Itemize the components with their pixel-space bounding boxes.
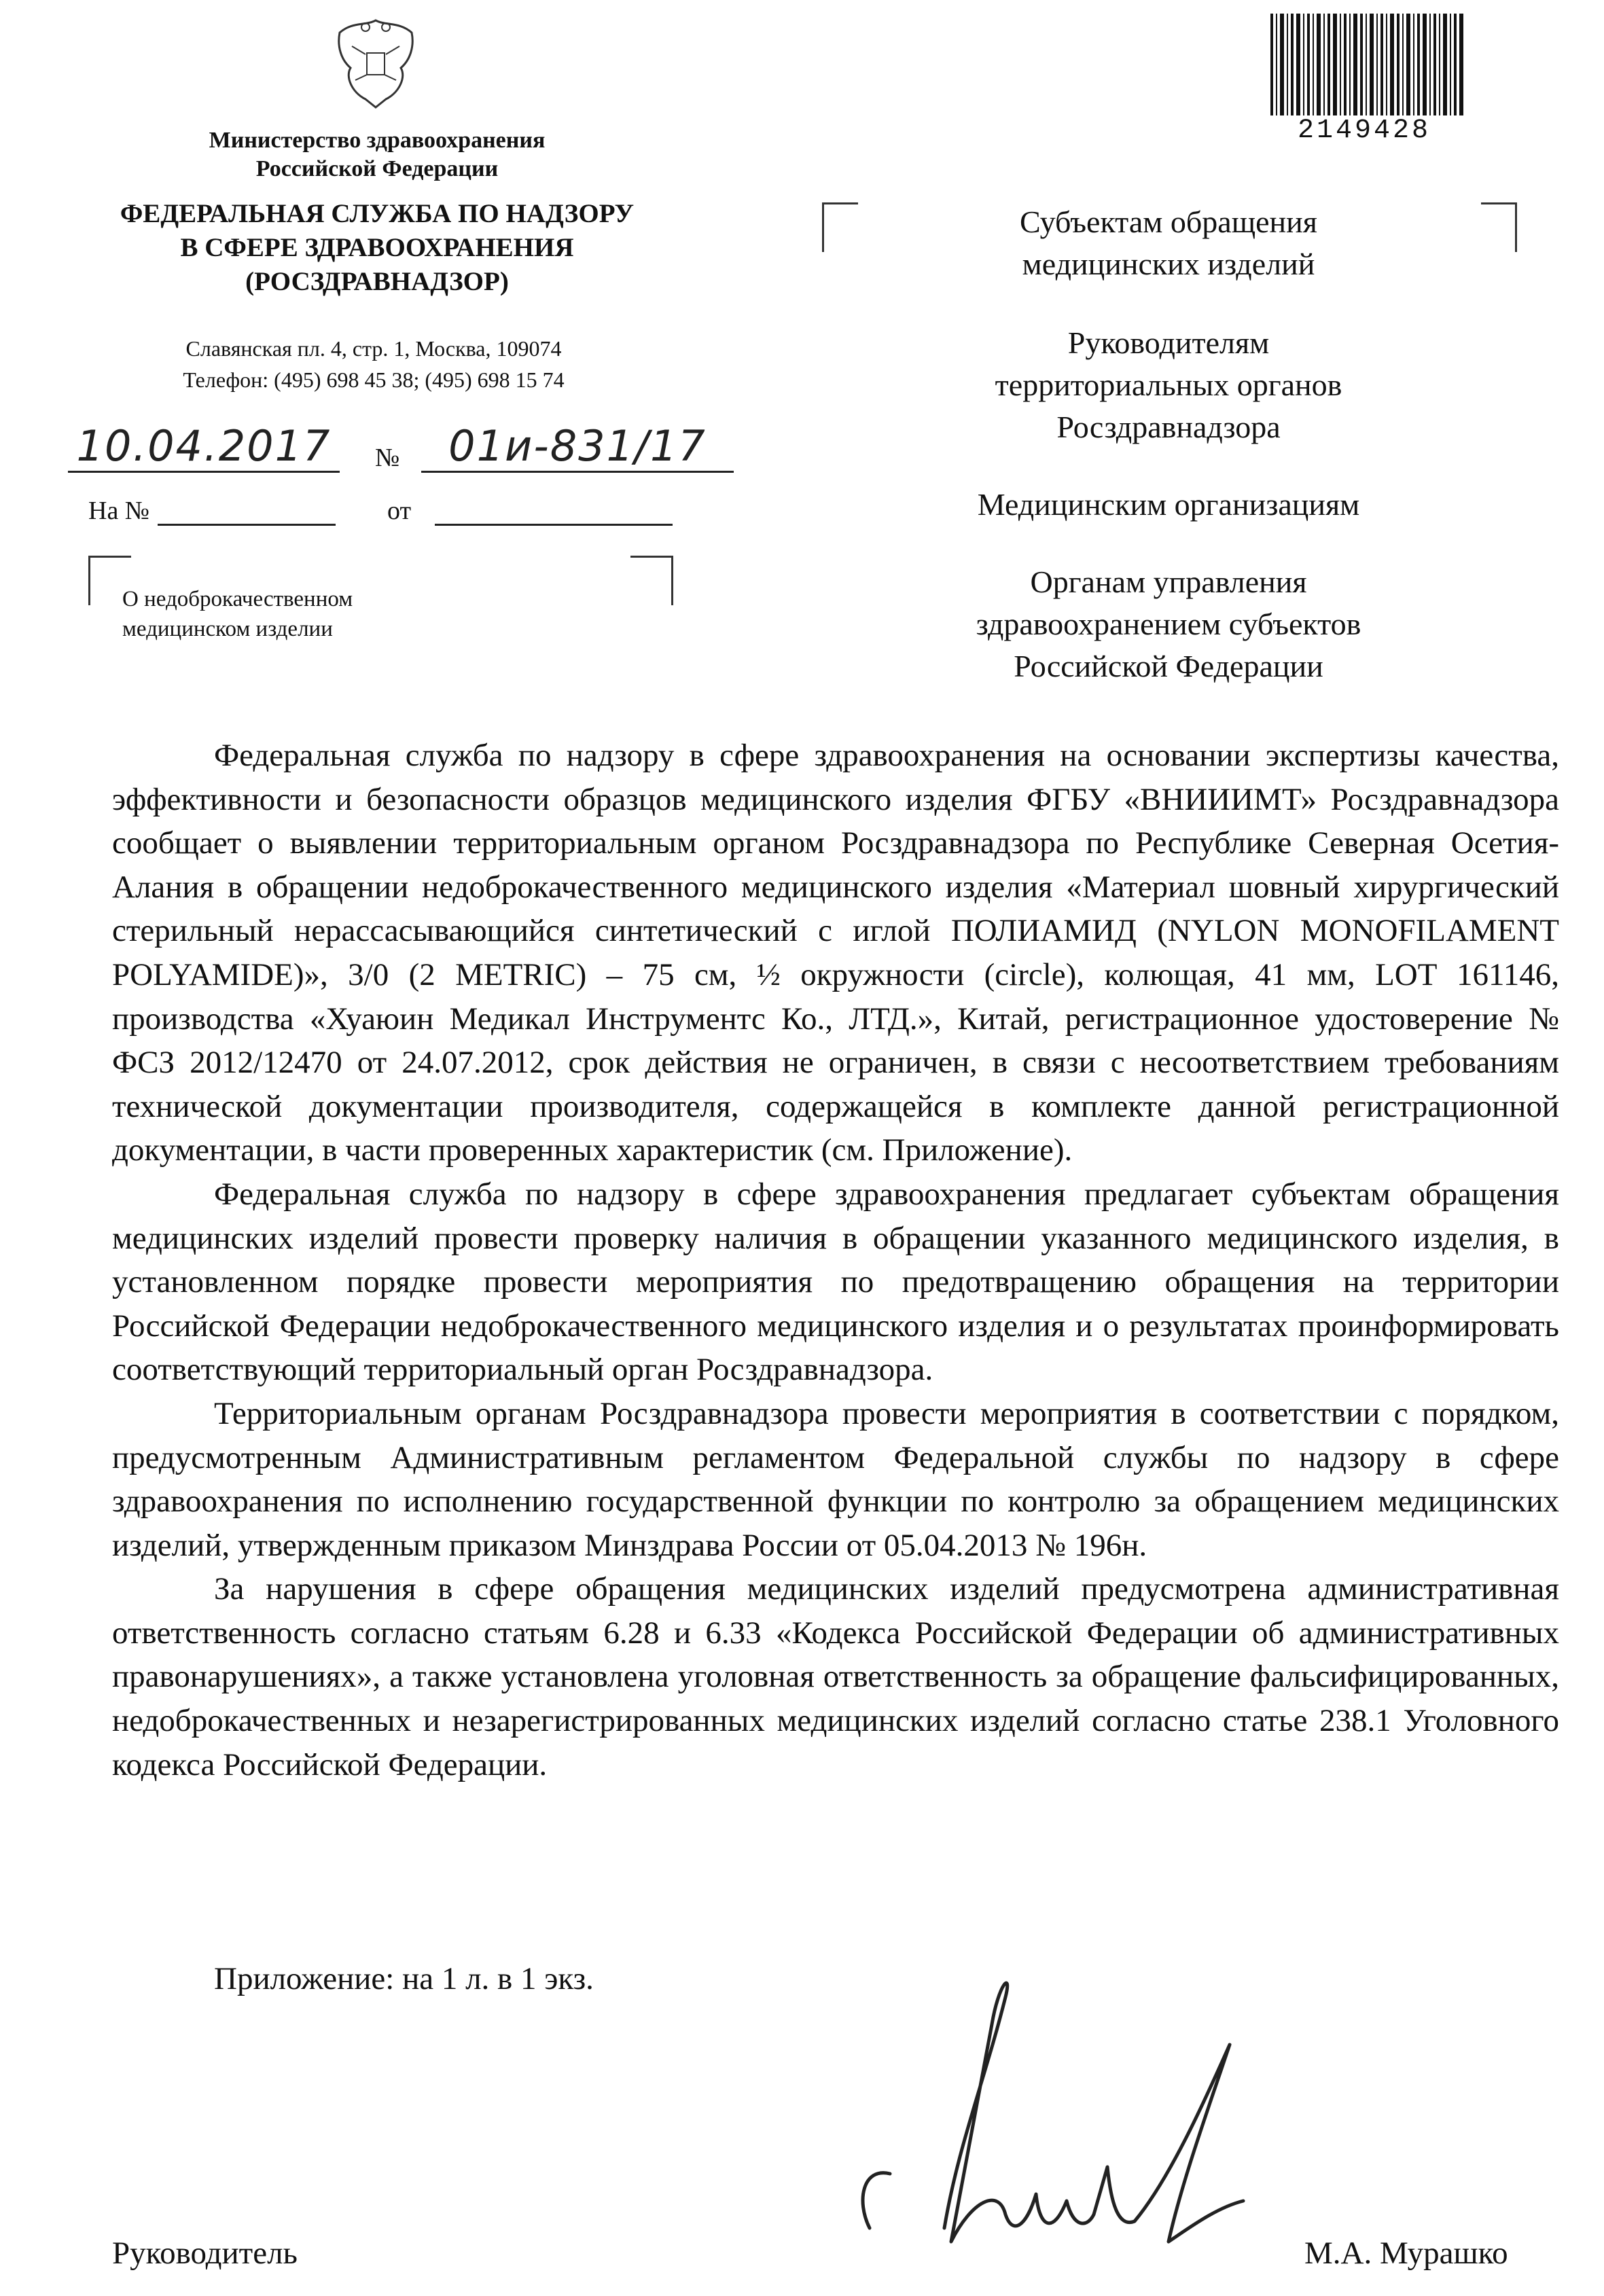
addressee-bracket-right — [1481, 202, 1517, 252]
reply-number-label: На № — [88, 497, 150, 525]
reply-from-line — [435, 523, 673, 526]
letter-body — [112, 734, 1559, 1787]
body-paragraph-4: За нарушения в сфере обращения медицинских изделий предусмотрена административная ответственность согласно статьям 6.28 и 6.33 «Кодекса Российской Федерации об административных правонарушениях», а также установлена уголовная ответственность за обращение фальсифицированных, недоброкачественных и незарегистрированных медицинских изделий согласно статье 238.1 Уголовного кодекса Российской Федерации. — [112, 1571, 1559, 1782]
reply-number-line — [158, 523, 336, 526]
service-name: ФЕДЕРАЛЬНАЯ СЛУЖБА ПО НАДЗОРУ В СФЕРЕ ЗДРАВООХРАНЕНИЯ (РОСЗДРАВНАДЗОР) — [120, 199, 635, 296]
subject-bracket-right — [630, 556, 673, 605]
address-block: Славянская пл. 4, стр. 1, Москва, 109074 Телефон: (495) 698 45 38; (495) 698 15 74 — [183, 336, 565, 392]
reply-from-label: от — [387, 497, 412, 525]
barcode-icon — [1270, 14, 1467, 122]
subject: О недоброкачественном медицинском изделии — [122, 587, 353, 641]
registration-number-label: № — [375, 444, 400, 472]
handwritten-signature-icon — [849, 1943, 1257, 2262]
appendix-note: Приложение: на 1 л. в 1 экз. — [214, 1961, 594, 1996]
addressee-bracket-left — [822, 202, 858, 252]
addressee-health-authorities: Органам управления здравоохранением субъектов Российской Федерации — [976, 564, 1361, 683]
body-paragraph-3: Территориальным органам Росздравнадзора провести мероприятия в соответствии с порядком, предусмотренным Административным регламентом Федеральной службы по надзору в сфере здравоохранения по исполнению государственной функции по контролю за обращением медицинских изделий, утвержденным приказом Минздрава России от 05.04.2013 № 196н. — [112, 1395, 1559, 1563]
addressee-distributors: Субъектам обращения медицинских изделий — [1020, 204, 1317, 281]
registration-date: 10.04.2017 — [68, 421, 340, 473]
body-paragraph-2: Федеральная служба по надзору в сфере здравоохранения предлагает субъектам обращения медицинских изделий провести проверку наличия в обращении указанного медицинского изделия, в установленном порядке провести мероприятия по предотвращению обращения на территории Российской Федерации недоброкачественного медицинского изделия и о результатах проинформировать соответствующий территориальный орган Росздравнадзора. — [112, 1176, 1559, 1388]
barcode-number: 2149428 — [1298, 115, 1431, 146]
signatory-title: Руководитель — [112, 2236, 298, 2271]
addressee-territorial-bodies: Руководителям территориальных органов Росздравнадзора — [995, 325, 1342, 444]
body-paragraph-1: Федеральная служба по надзору в сфере здравоохранения на основании экспертизы качества, эффективности и безопасности образцов медицинского изделия ФГБУ «ВНИИИМТ» Росздравнадзора сообщает о выявлении территориальным органом Росздравнадзора по Республике Северная Осетия-Алания в обращении недоброкачественного медицинского изделия «Материал шовный хирургический стерильный нерассасывающийся синтетический с иглой ПОЛИАМИД (NYLON MONOFILAMENT POLYAMIDE)», 3/0 (2 METRIC) – 75 см, ½ окружности (circle), колющая, 41 мм, LOT 161146, производства «Хуаюин Медикал Инструментс Ко., ЛТД.», Китай, регистрационное удостоверение № ФСЗ 2012/12470 от 24.07.2012, срок действия не ограничен, в связи с несоответствием требованиям технической документации производителя, содержащейся в комплекте данной регистрационной документации, в части проверенных характеристик (см. Приложение). — [112, 738, 1559, 1168]
addressee-medical-organizations: Медицинским организациям — [977, 487, 1360, 522]
ministry-name: Министерство здравоохранения Российской Федерации — [209, 128, 546, 181]
registration-number: 01и-831/17 — [421, 421, 734, 473]
coat-of-arms-icon — [325, 12, 427, 114]
signatory-name: М.А. Мурашко — [1304, 2236, 1508, 2271]
